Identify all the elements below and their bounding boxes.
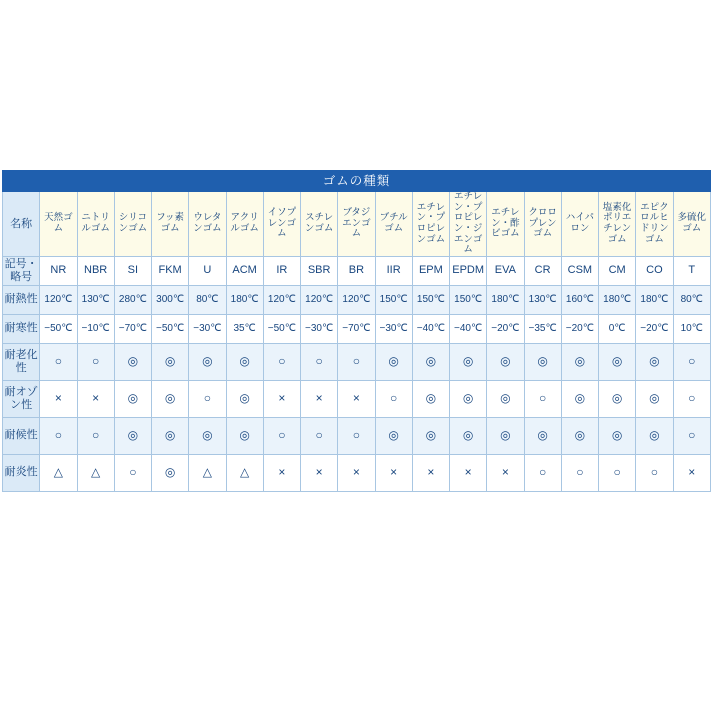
aging-cell: ○ — [40, 343, 77, 380]
ozone-cell: ◎ — [412, 380, 449, 417]
column-name-cell: エチレン・酢ビゴム — [487, 192, 524, 257]
symbol-cell: SBR — [301, 256, 338, 285]
cold-cell: −30℃ — [189, 314, 226, 343]
cold-cell: −35℃ — [524, 314, 561, 343]
flame-cell: ○ — [114, 454, 151, 491]
cold-cell: 0℃ — [599, 314, 636, 343]
table-row-aging — [3, 343, 711, 380]
ozone-cell: × — [301, 380, 338, 417]
weather-cell: ◎ — [599, 417, 636, 454]
column-name-cell: ハイパロン — [561, 192, 598, 257]
table-row-weather — [3, 417, 711, 454]
weather-cell: ◎ — [450, 417, 487, 454]
ozone-cell: ◎ — [114, 380, 151, 417]
cold-cell: −30℃ — [375, 314, 412, 343]
symbol-cell: SI — [114, 256, 151, 285]
column-name-cell: エチレン・プロピレン・ジエンゴム — [450, 192, 487, 257]
rubber-types-table — [2, 170, 711, 492]
cold-cell: 35℃ — [226, 314, 263, 343]
ozone-cell: ○ — [375, 380, 412, 417]
table-row-name — [3, 192, 711, 257]
heat-cell: 130℃ — [524, 285, 561, 314]
flame-cell: △ — [40, 454, 77, 491]
ozone-cell: × — [77, 380, 114, 417]
weather-cell: ◎ — [375, 417, 412, 454]
table-row-ozone — [3, 380, 711, 417]
ozone-cell: ◎ — [450, 380, 487, 417]
heat-cell: 180℃ — [487, 285, 524, 314]
weather-cell: ◎ — [226, 417, 263, 454]
aging-cell: ○ — [673, 343, 711, 380]
column-name-cell: イソプレンゴム — [263, 192, 300, 257]
column-name-cell: フッ素ゴム — [152, 192, 189, 257]
aging-cell: ◎ — [114, 343, 151, 380]
row-label-flame: 耐炎性 — [3, 454, 40, 491]
ozone-cell: ○ — [524, 380, 561, 417]
heat-cell: 150℃ — [412, 285, 449, 314]
flame-cell: × — [487, 454, 524, 491]
cold-cell: −50℃ — [40, 314, 77, 343]
aging-cell: ◎ — [561, 343, 598, 380]
weather-cell: ○ — [338, 417, 375, 454]
weather-cell: ○ — [77, 417, 114, 454]
heat-cell: 300℃ — [152, 285, 189, 314]
symbol-cell: U — [189, 256, 226, 285]
row-label-heat: 耐熱性 — [3, 285, 40, 314]
heat-cell: 160℃ — [561, 285, 598, 314]
symbol-cell: EVA — [487, 256, 524, 285]
ozone-cell: ◎ — [226, 380, 263, 417]
weather-cell: ◎ — [189, 417, 226, 454]
weather-cell: ◎ — [114, 417, 151, 454]
cold-cell: −20℃ — [636, 314, 673, 343]
flame-cell: × — [263, 454, 300, 491]
weather-cell: ◎ — [487, 417, 524, 454]
heat-cell: 80℃ — [189, 285, 226, 314]
cold-cell: −20℃ — [487, 314, 524, 343]
row-label-weather: 耐候性 — [3, 417, 40, 454]
row-label-ozone: 耐オゾン性 — [3, 380, 40, 417]
row-label-name: 名称 — [3, 192, 40, 257]
flame-cell: ○ — [561, 454, 598, 491]
column-name-cell: ニトリルゴム — [77, 192, 114, 257]
symbol-cell: BR — [338, 256, 375, 285]
ozone-cell: ○ — [189, 380, 226, 417]
aging-cell: ○ — [77, 343, 114, 380]
column-name-cell: ブチルゴム — [375, 192, 412, 257]
row-label-symbol: 記号・略号 — [3, 256, 40, 285]
heat-cell: 120℃ — [338, 285, 375, 314]
table-title-row — [3, 171, 711, 192]
symbol-cell: IR — [263, 256, 300, 285]
cold-cell: −20℃ — [561, 314, 598, 343]
table-row-heat — [3, 285, 711, 314]
weather-cell: ◎ — [636, 417, 673, 454]
symbol-cell: CR — [524, 256, 561, 285]
flame-cell: × — [673, 454, 711, 491]
symbol-cell: ACM — [226, 256, 263, 285]
table-title: ゴムの種類 — [3, 171, 711, 192]
row-label-cold: 耐寒性 — [3, 314, 40, 343]
rubber-types-table-container — [2, 170, 711, 492]
flame-cell: × — [450, 454, 487, 491]
aging-cell: ◎ — [226, 343, 263, 380]
weather-cell: ○ — [40, 417, 77, 454]
flame-cell: × — [412, 454, 449, 491]
aging-cell: ◎ — [450, 343, 487, 380]
ozone-cell: × — [338, 380, 375, 417]
heat-cell: 120℃ — [263, 285, 300, 314]
symbol-cell: CO — [636, 256, 673, 285]
weather-cell: ○ — [673, 417, 711, 454]
flame-cell: ○ — [524, 454, 561, 491]
column-name-cell: アクリルゴム — [226, 192, 263, 257]
flame-cell: △ — [189, 454, 226, 491]
ozone-cell: × — [40, 380, 77, 417]
ozone-cell: ◎ — [152, 380, 189, 417]
symbol-cell: FKM — [152, 256, 189, 285]
symbol-cell: NR — [40, 256, 77, 285]
cold-cell: −40℃ — [450, 314, 487, 343]
cold-cell: −10℃ — [77, 314, 114, 343]
heat-cell: 280℃ — [114, 285, 151, 314]
column-name-cell: エピクロルヒドリンゴム — [636, 192, 673, 257]
ozone-cell: ◎ — [561, 380, 598, 417]
aging-cell: ◎ — [487, 343, 524, 380]
heat-cell: 120℃ — [301, 285, 338, 314]
table-row-flame — [3, 454, 711, 491]
heat-cell: 150℃ — [450, 285, 487, 314]
aging-cell: ◎ — [599, 343, 636, 380]
ozone-cell: ○ — [673, 380, 711, 417]
symbol-cell: NBR — [77, 256, 114, 285]
table-row-symbol — [3, 256, 711, 285]
flame-cell: ○ — [636, 454, 673, 491]
row-label-aging: 耐老化性 — [3, 343, 40, 380]
aging-cell: ◎ — [636, 343, 673, 380]
aging-cell: ○ — [301, 343, 338, 380]
cold-cell: −50℃ — [263, 314, 300, 343]
symbol-cell: T — [673, 256, 711, 285]
column-name-cell: クロロプレンゴム — [524, 192, 561, 257]
column-name-cell: スチレンゴム — [301, 192, 338, 257]
column-name-cell: 塩素化ポリエチレンゴム — [599, 192, 636, 257]
weather-cell: ◎ — [524, 417, 561, 454]
ozone-cell: ◎ — [599, 380, 636, 417]
flame-cell: × — [301, 454, 338, 491]
heat-cell: 180℃ — [636, 285, 673, 314]
heat-cell: 130℃ — [77, 285, 114, 314]
flame-cell: ○ — [599, 454, 636, 491]
symbol-cell: IIR — [375, 256, 412, 285]
symbol-cell: CM — [599, 256, 636, 285]
heat-cell: 180℃ — [226, 285, 263, 314]
symbol-cell: CSM — [561, 256, 598, 285]
cold-cell: −50℃ — [152, 314, 189, 343]
flame-cell: △ — [226, 454, 263, 491]
aging-cell: ○ — [263, 343, 300, 380]
heat-cell: 120℃ — [40, 285, 77, 314]
weather-cell: ○ — [263, 417, 300, 454]
symbol-cell: EPDM — [450, 256, 487, 285]
aging-cell: ◎ — [412, 343, 449, 380]
weather-cell: ◎ — [152, 417, 189, 454]
column-name-cell: 多硫化ゴム — [673, 192, 711, 257]
aging-cell: ◎ — [152, 343, 189, 380]
flame-cell: × — [375, 454, 412, 491]
aging-cell: ◎ — [375, 343, 412, 380]
heat-cell: 180℃ — [599, 285, 636, 314]
flame-cell: × — [338, 454, 375, 491]
weather-cell: ○ — [301, 417, 338, 454]
column-name-cell: シリコンゴム — [114, 192, 151, 257]
ozone-cell: ◎ — [487, 380, 524, 417]
cold-cell: −30℃ — [301, 314, 338, 343]
cold-cell: −40℃ — [412, 314, 449, 343]
column-name-cell: 天然ゴム — [40, 192, 77, 257]
table-row-cold — [3, 314, 711, 343]
ozone-cell: ◎ — [636, 380, 673, 417]
cold-cell: −70℃ — [114, 314, 151, 343]
aging-cell: ◎ — [189, 343, 226, 380]
weather-cell: ◎ — [561, 417, 598, 454]
weather-cell: ◎ — [412, 417, 449, 454]
heat-cell: 80℃ — [673, 285, 711, 314]
cold-cell: 10℃ — [673, 314, 711, 343]
ozone-cell: × — [263, 380, 300, 417]
symbol-cell: EPM — [412, 256, 449, 285]
heat-cell: 150℃ — [375, 285, 412, 314]
column-name-cell: ブタジエンゴム — [338, 192, 375, 257]
column-name-cell: ウレタンゴム — [189, 192, 226, 257]
cold-cell: −70℃ — [338, 314, 375, 343]
aging-cell: ◎ — [524, 343, 561, 380]
aging-cell: ○ — [338, 343, 375, 380]
flame-cell: ◎ — [152, 454, 189, 491]
column-name-cell: エチレン・プロピレンゴム — [412, 192, 449, 257]
flame-cell: △ — [77, 454, 114, 491]
